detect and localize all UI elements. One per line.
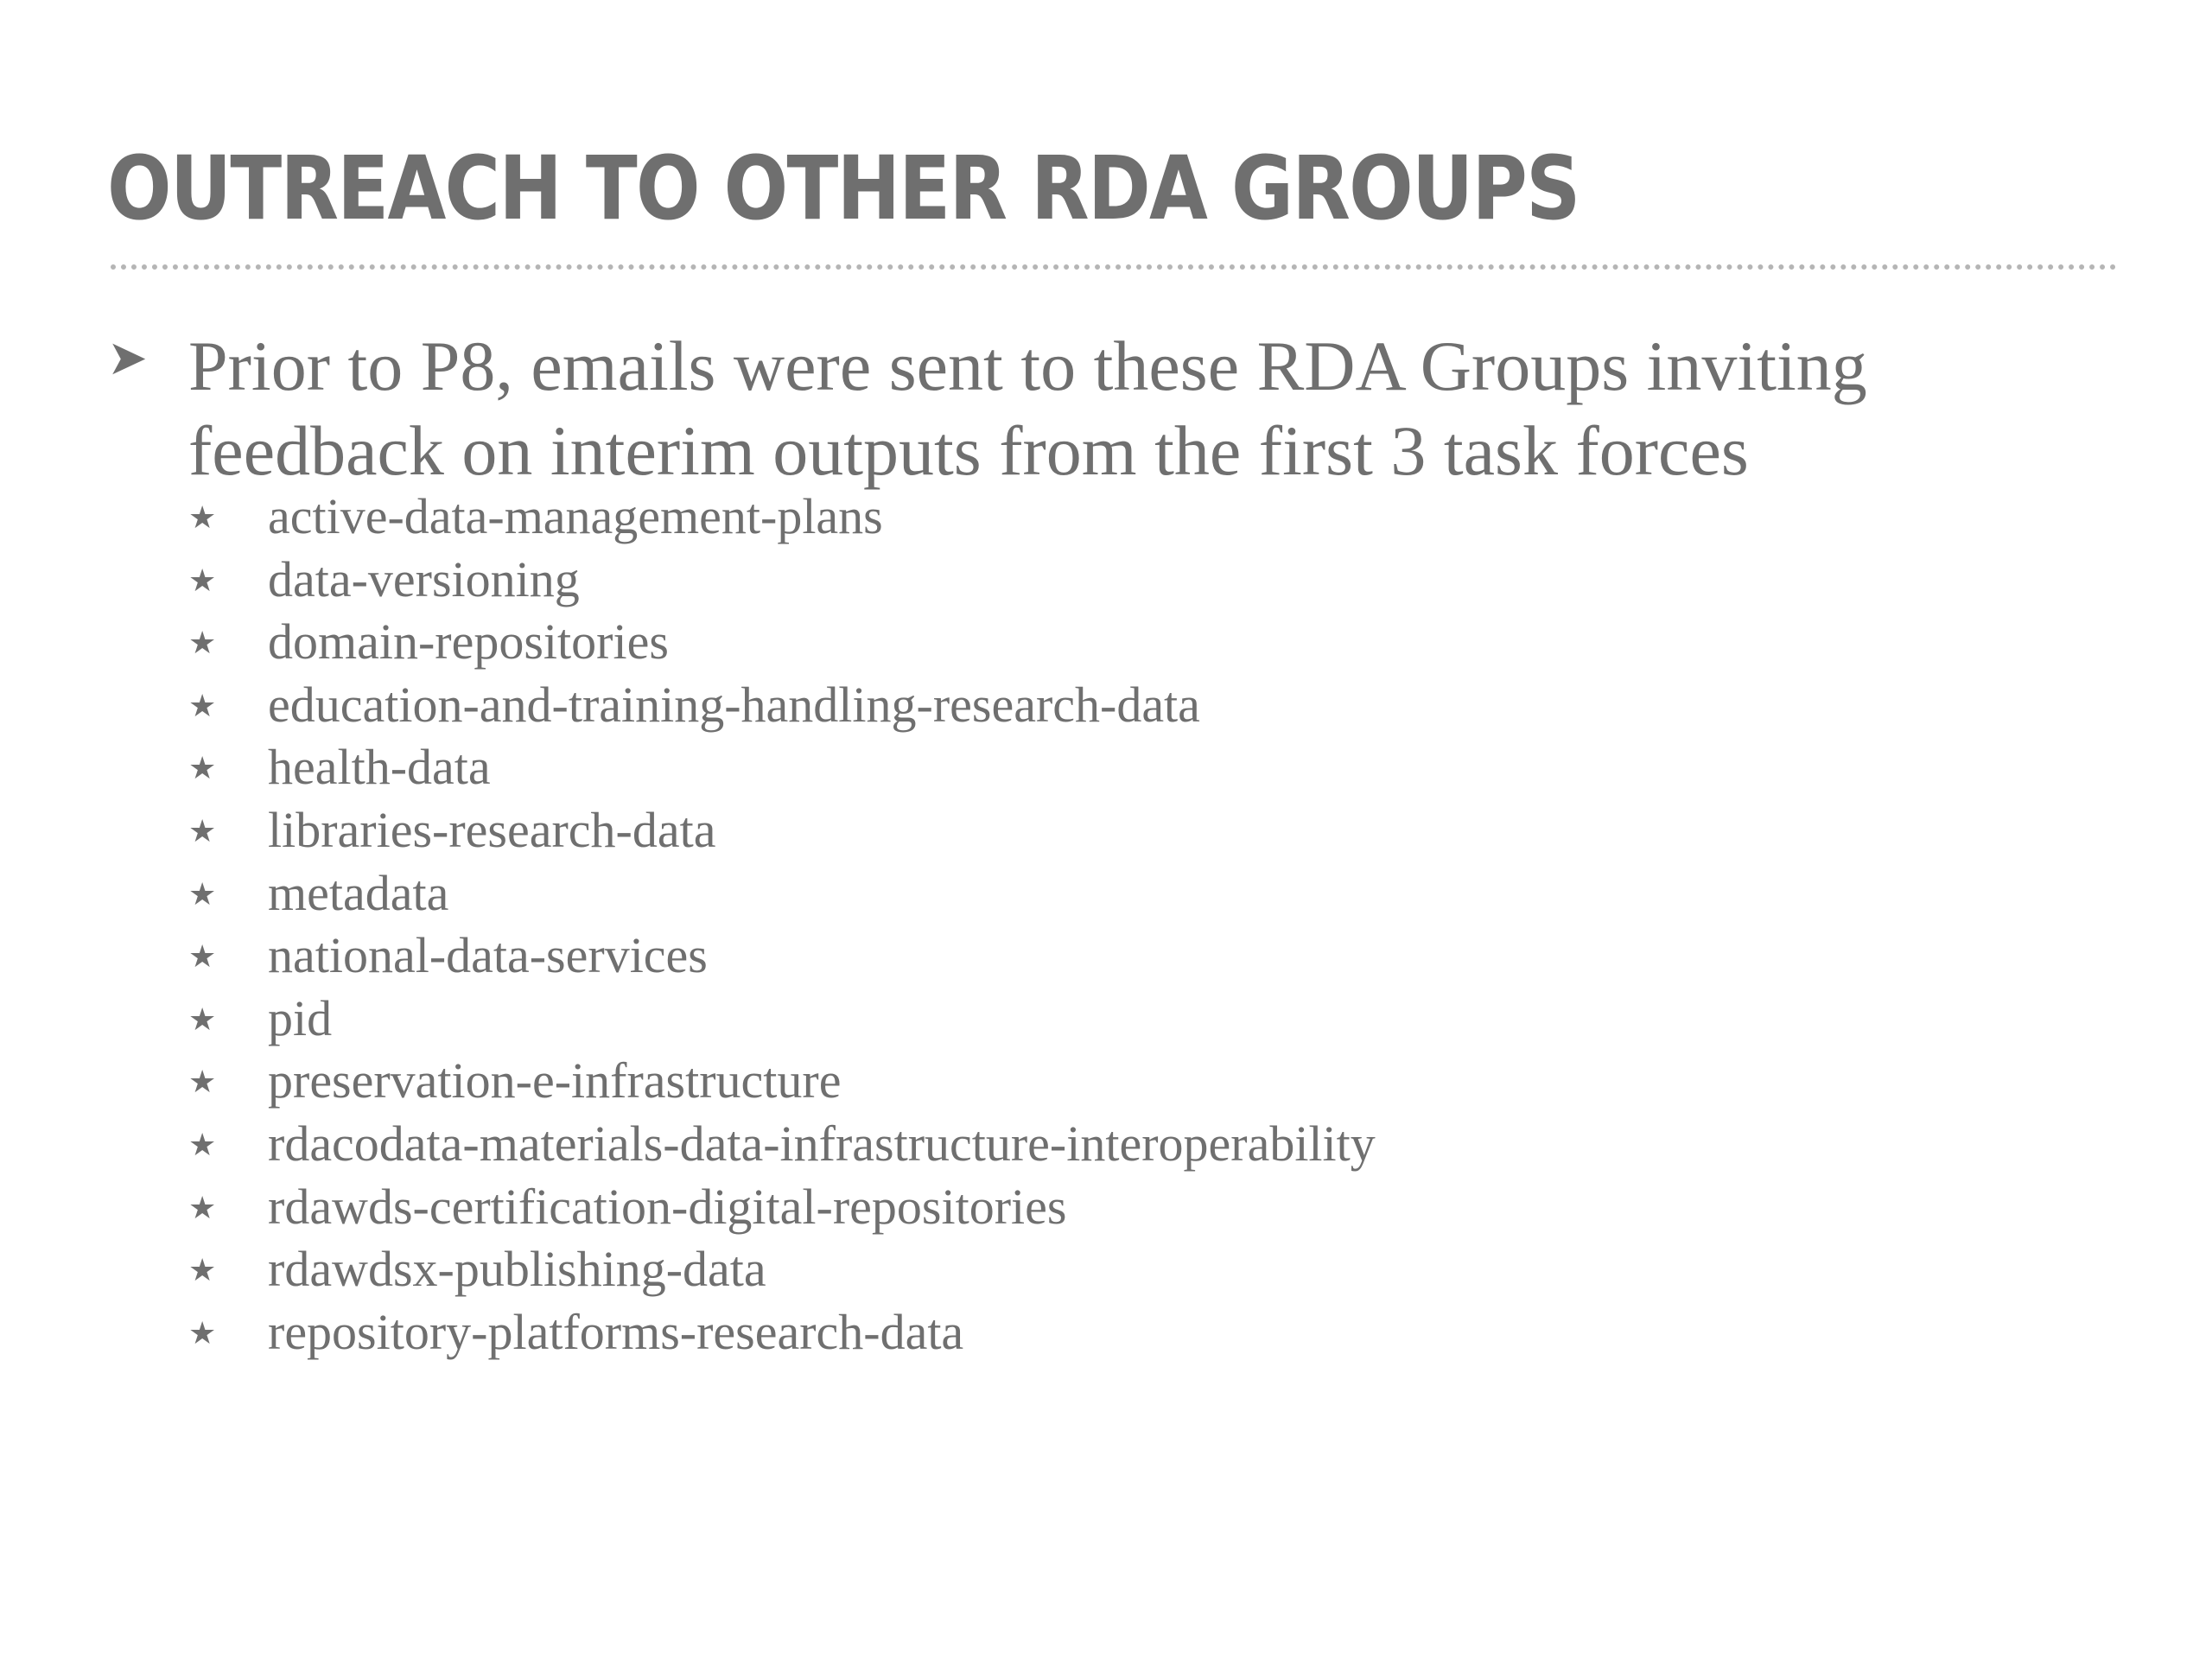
group-label: pid [268,989,333,1046]
group-label: rdacodata-materials-data-infrastructure-interoperability [268,1115,1376,1172]
group-label: data-versioning [268,550,580,607]
star-icon: ★ [188,939,217,976]
star-icon: ★ [188,1315,217,1351]
group-label: rdawds-certification-digital-repositories [268,1178,1067,1235]
main-bullet-text: Prior to P8, emails were sent to these RDA Groups inviting feedback on interim outputs from the first 3 task forces [188,327,1867,490]
star-icon: ★ [188,813,217,849]
arrow-bullet-icon: ➤ [107,330,148,386]
group-label: education-and-training-handling-research-data [268,676,1200,733]
star-icon: ★ [188,1190,217,1226]
star-icon: ★ [188,563,217,599]
title-divider [111,264,2117,270]
group-label: libraries-research-data [268,801,716,858]
star-icon: ★ [188,1065,217,1101]
group-label: domain-repositories [268,613,669,671]
slide-title: OUTREACH TO OTHER RDA GROUPS [107,137,1580,240]
group-label: active-data-management-plans [268,488,883,544]
star-icon: ★ [188,688,217,724]
group-label: health-data [268,739,491,796]
star-icon: ★ [188,1253,217,1289]
star-icon: ★ [188,876,217,912]
star-icon: ★ [188,626,217,662]
group-label: repository-platforms-research-data [268,1303,964,1360]
star-icon: ★ [188,751,217,787]
group-label: metadata [268,864,449,921]
star-icon: ★ [188,1127,217,1163]
group-label: national-data-services [268,927,708,984]
group-label: rdawdsx-publishing-data [268,1241,766,1298]
group-label: preservation-e-infrastructure [268,1052,842,1109]
star-icon: ★ [188,1001,217,1038]
star-icon: ★ [188,500,217,536]
